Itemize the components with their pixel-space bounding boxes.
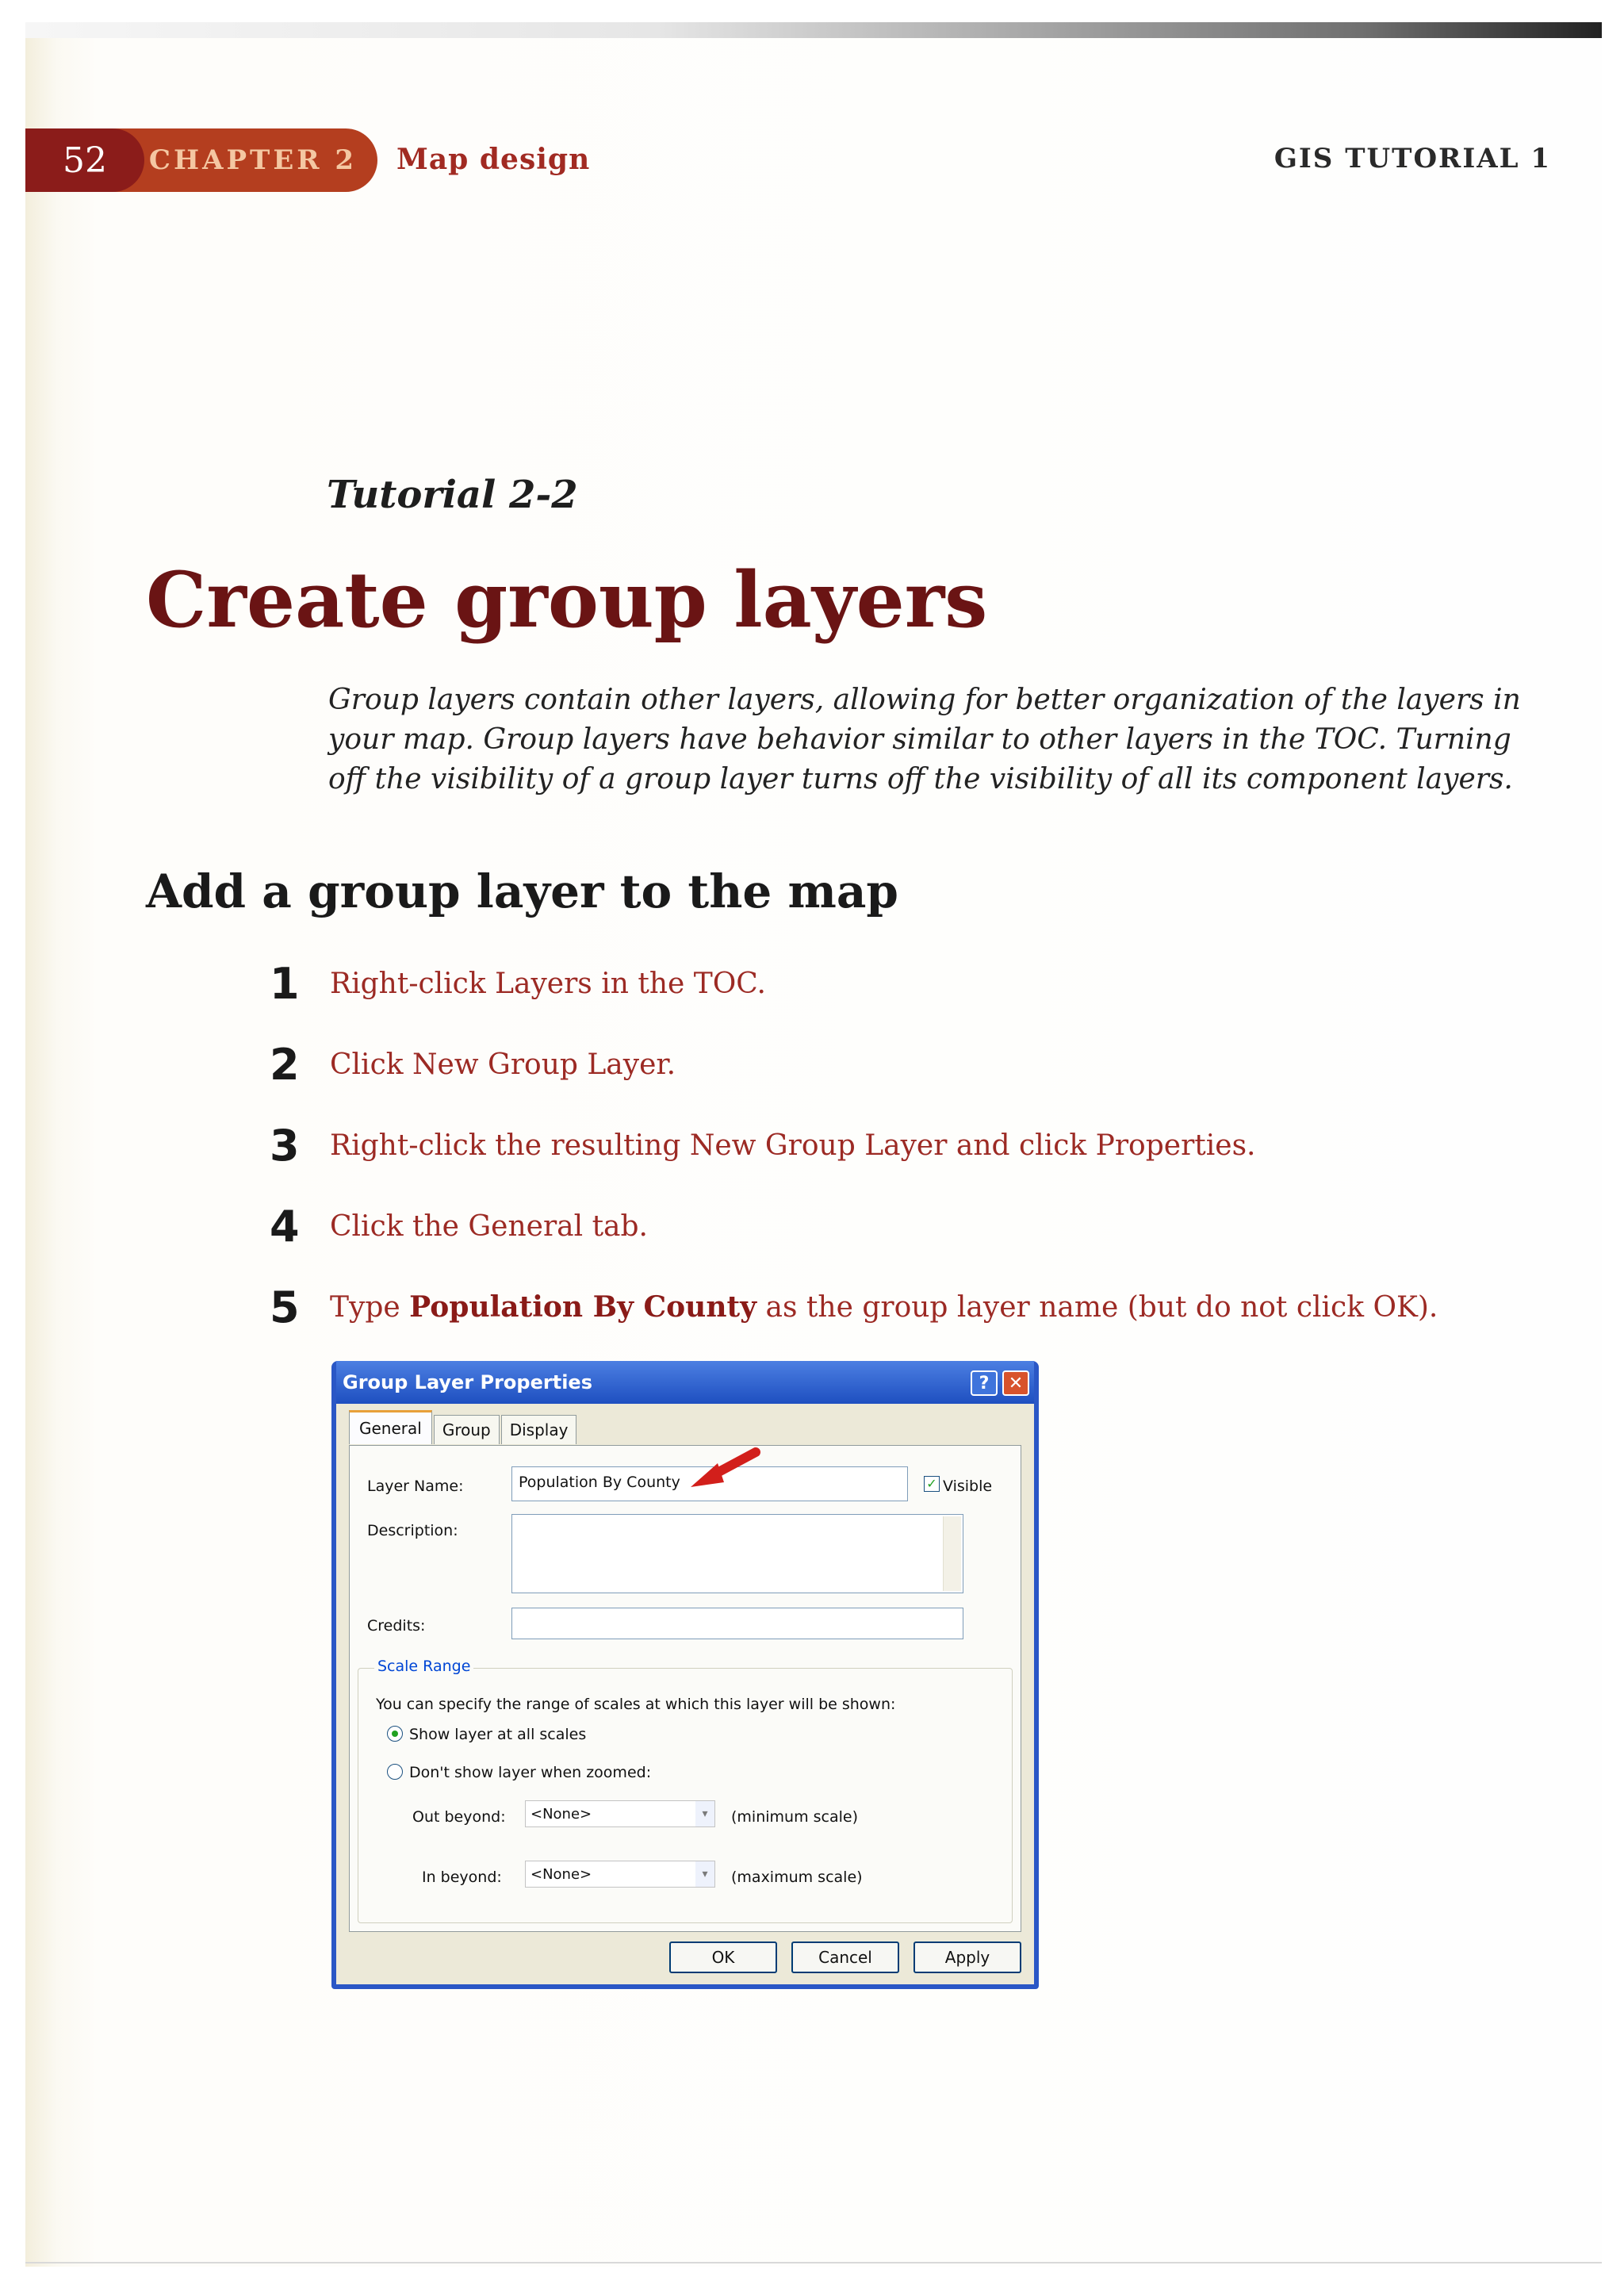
red-arrow-icon — [683, 1446, 762, 1493]
step-4 — [270, 1201, 648, 1251]
step-1 — [270, 958, 766, 1009]
apply-button[interactable]: Apply — [914, 1941, 1021, 1973]
step-number: 1 — [270, 958, 300, 1009]
close-icon[interactable]: ✕ — [1002, 1370, 1029, 1396]
scale-range-group — [358, 1658, 1013, 1923]
description-label: Description: — [367, 1522, 458, 1539]
group-layer-properties-dialog — [331, 1361, 1039, 1989]
chevron-down-icon: ▾ — [695, 1861, 714, 1887]
book-title: GIS TUTORIAL 1 — [1274, 143, 1551, 174]
in-beyond-hint: (maximum scale) — [731, 1869, 863, 1886]
step-2 — [270, 1039, 676, 1090]
scale-range-title: Scale Range — [374, 1658, 473, 1675]
step-5 — [270, 1282, 1438, 1332]
cancel-button[interactable]: Cancel — [791, 1941, 899, 1973]
out-beyond-dropdown[interactable]: <None> ▾ — [525, 1800, 715, 1827]
step-number: 4 — [270, 1201, 300, 1251]
help-icon[interactable]: ? — [971, 1370, 998, 1396]
show-all-scales-label: Show layer at all scales — [409, 1726, 587, 1743]
tab-group[interactable]: Group — [434, 1415, 500, 1444]
layer-name-input[interactable]: Population By County — [511, 1466, 908, 1501]
step-3 — [270, 1120, 1256, 1171]
chevron-down-icon: ▾ — [695, 1801, 714, 1826]
page-number: 52 — [25, 128, 144, 192]
credits-label: Credits: — [367, 1617, 426, 1635]
visible-label: Visible — [943, 1478, 993, 1495]
tutorial-label: Tutorial 2-2 — [327, 473, 578, 517]
section-heading: Add a group layer to the map — [146, 864, 898, 918]
step-text: Right-click the resulting New Group Layer and click Properties. — [330, 1129, 1256, 1162]
bottom-rule — [25, 2262, 1602, 2263]
step-text: Type Population By County as the group layer name (but do not click OK). — [330, 1290, 1438, 1324]
credits-input[interactable] — [511, 1608, 963, 1639]
description-textarea[interactable] — [511, 1514, 963, 1593]
dialog-title: Group Layer Properties — [336, 1361, 1034, 1404]
dialog-body — [336, 1404, 1034, 1984]
dialog-tabs — [349, 1415, 578, 1444]
chapter-title: Map design — [396, 143, 591, 176]
intro-paragraph: Group layers contain other layers, allowing for better organization of the layers in your map. Group layers have behavior similar to other layers in the TOC. Turning off the visibility of a group layer turns off the visibility of all its component layers. — [328, 684, 1521, 795]
step-emphasis: Population By County — [409, 1290, 757, 1324]
scale-help-text: You can specify the range of scales at which this layer will be shown: — [376, 1696, 896, 1713]
step-number: 3 — [270, 1120, 300, 1171]
step-number: 5 — [270, 1282, 300, 1332]
step-text: Click the General tab. — [330, 1209, 648, 1243]
show-all-scales-radio[interactable] — [387, 1726, 403, 1742]
general-panel — [349, 1445, 1021, 1932]
in-beyond-label: In beyond: — [422, 1869, 502, 1886]
ok-button[interactable]: OK — [669, 1941, 777, 1973]
tab-display[interactable]: Display — [501, 1415, 577, 1444]
dont-show-radio[interactable] — [387, 1764, 403, 1780]
step-text: Click New Group Layer. — [330, 1048, 676, 1081]
visible-checkbox[interactable]: ✓ — [924, 1476, 940, 1492]
scrollbar[interactable] — [943, 1516, 961, 1591]
step-text: Right-click Layers in the TOC. — [330, 967, 767, 1000]
chapter-tab: CHAPTER 2 — [111, 128, 377, 192]
out-beyond-hint: (minimum scale) — [731, 1808, 858, 1826]
in-beyond-dropdown[interactable]: <None> ▾ — [525, 1861, 715, 1888]
tab-general[interactable]: General — [349, 1410, 432, 1444]
out-beyond-label: Out beyond: — [412, 1808, 506, 1826]
dont-show-label: Don't show layer when zoomed: — [409, 1764, 652, 1781]
page-title: Create group layers — [146, 555, 988, 645]
step-number: 2 — [270, 1039, 300, 1090]
layer-name-label: Layer Name: — [367, 1478, 464, 1495]
top-rule — [25, 22, 1602, 38]
